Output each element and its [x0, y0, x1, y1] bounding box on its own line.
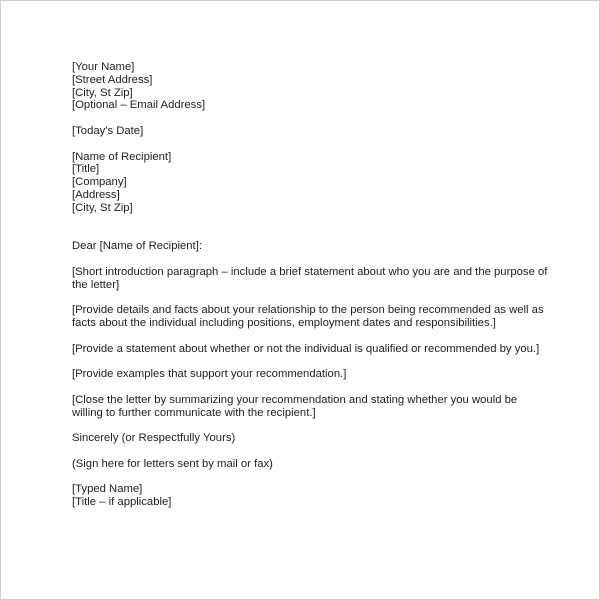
- details-line-1: [Provide details and facts about your relationship to the person being recommended as well as: [72, 304, 544, 317]
- intro-line-2: the letter]: [72, 278, 120, 291]
- sender-block: [72, 61, 600, 112]
- details-line-2: facts about the individual including positions, employment dates and responsibilities.]: [72, 316, 496, 329]
- recipient-company: [Company]: [72, 176, 127, 189]
- salutation: Dear [Name of Recipient]:: [72, 240, 202, 253]
- letter-date: [Today's Date]: [72, 124, 144, 137]
- signer-title: [Title – if applicable]: [72, 496, 172, 509]
- recipient-block: [72, 151, 600, 215]
- recipient-city: [City, St Zip]: [72, 201, 133, 214]
- sender-city: [City, St Zip]: [72, 86, 133, 99]
- letter-body: [72, 61, 600, 509]
- sender-name: [Your Name]: [72, 61, 135, 73]
- intro-line-1: [Short introduction paragraph – include a brief statement about who you are and the purpose of: [72, 265, 548, 278]
- recipient-title: [Title]: [72, 163, 100, 176]
- closing: Sincerely (or Respectfully Yours): [72, 432, 236, 445]
- recipient-address: [Address]: [72, 188, 120, 201]
- sender-email: [Optional – Email Address]: [72, 99, 206, 112]
- recipient-name: [Name of Recipient]: [72, 150, 172, 163]
- sender-street: [Street Address]: [72, 73, 153, 86]
- examples-paragraph: [Provide examples that support your recommendation.]: [72, 368, 347, 381]
- details-paragraph: [72, 304, 600, 330]
- signature-note: (Sign here for letters sent by mail or fax): [72, 457, 273, 470]
- signer-name: [Typed Name]: [72, 483, 143, 496]
- close-line-1: [Close the letter by summarizing your recommendation and stating whether you would be: [72, 393, 518, 406]
- signer-block: [72, 483, 600, 509]
- closing-paragraph: [72, 394, 600, 420]
- close-line-2: willing to further communicate with the recipient.]: [72, 406, 316, 419]
- intro-paragraph: [72, 266, 600, 292]
- statement-paragraph: [Provide a statement about whether or not the individual is qualified or recommended by you.]: [72, 342, 540, 355]
